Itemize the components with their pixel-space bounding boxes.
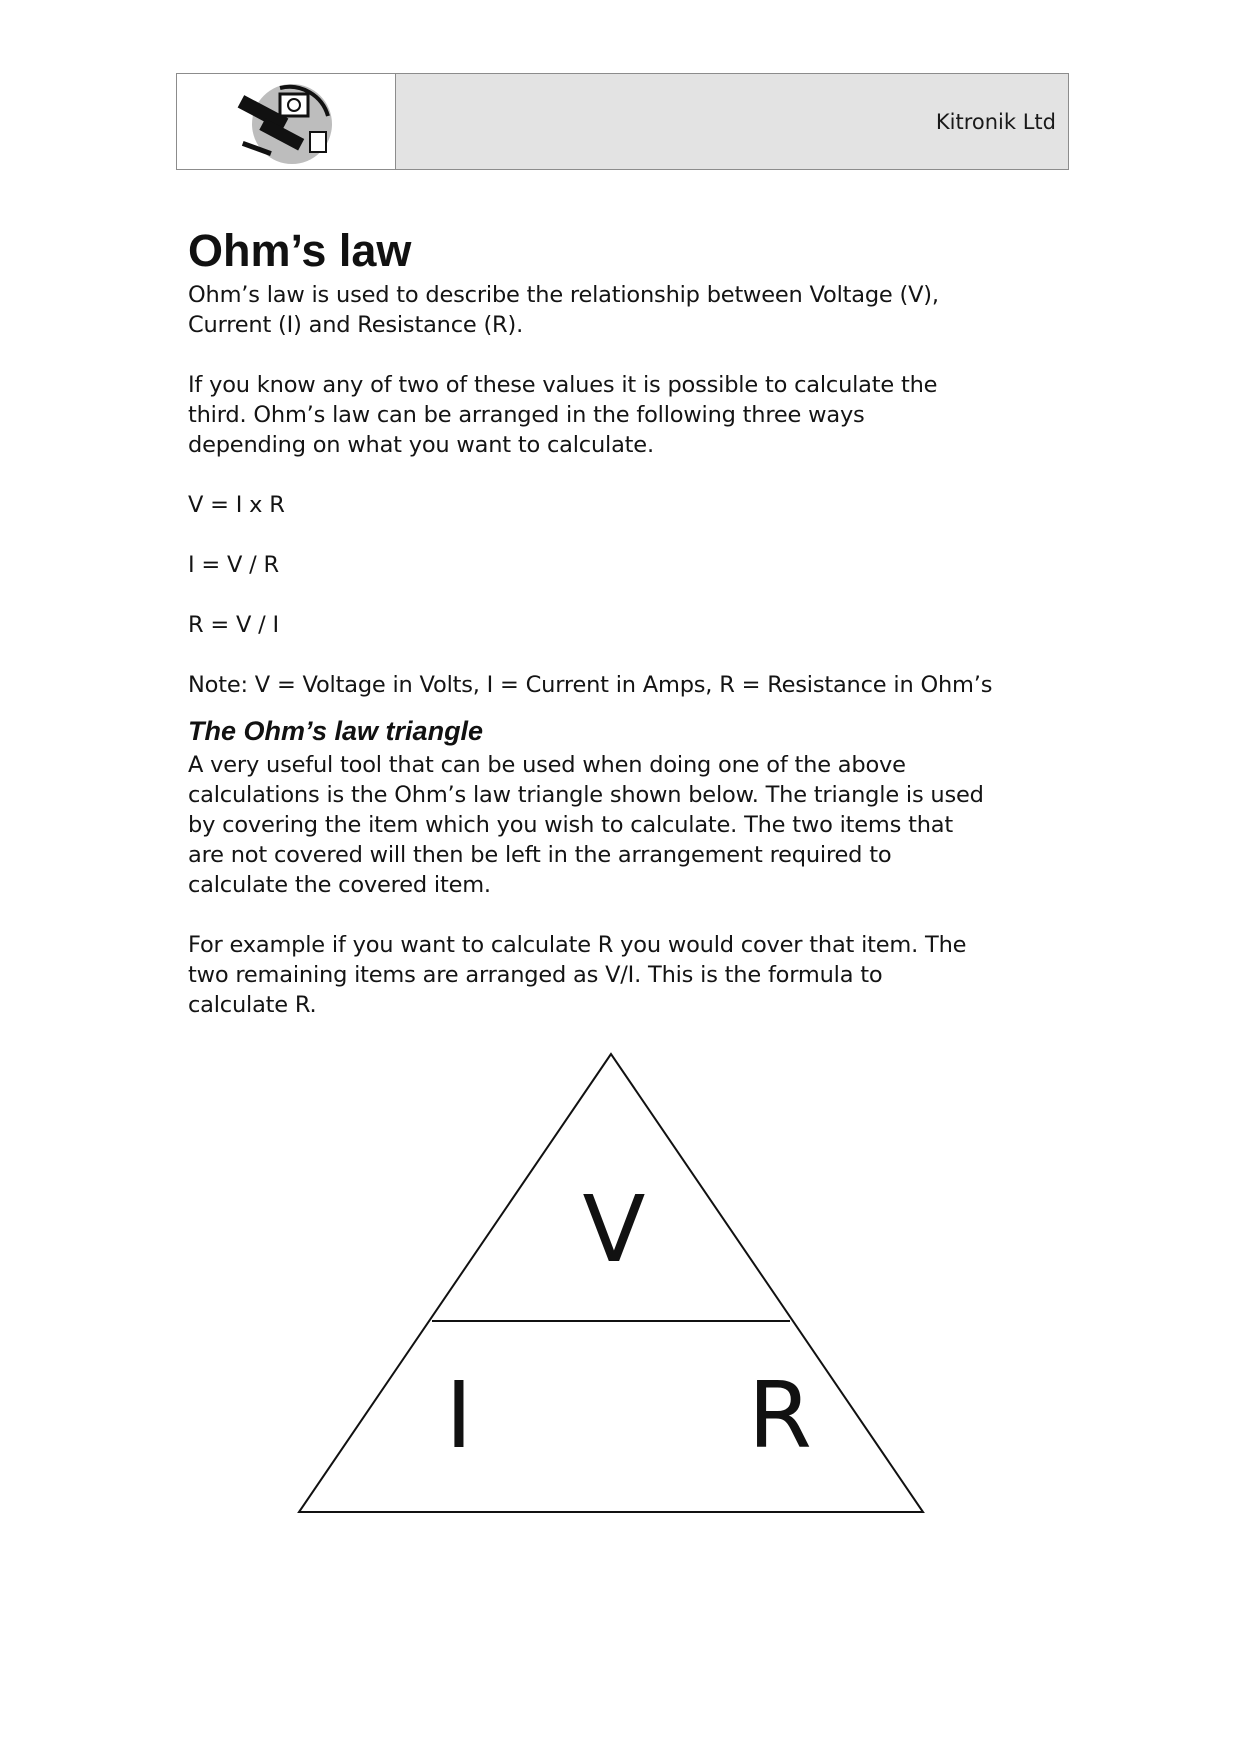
triangle-example: [188, 930, 1068, 1020]
header-title-cell: [396, 74, 1068, 169]
logo-cell: [177, 74, 396, 169]
paragraph-line: For example if you want to calculate R you would cover that item. The: [188, 932, 967, 958]
paragraph-line: third. Ohm’s law can be arranged in the following three ways: [188, 402, 865, 428]
kitronik-logo-icon: [230, 76, 342, 168]
section-heading: The Ohm’s law triangle: [188, 716, 484, 746]
units-note: Note: V = Voltage in Volts, I = Current in Amps, R = Resistance in Ohm’s: [188, 672, 993, 698]
formula-i: I = V / R: [188, 552, 279, 578]
formula-v: V = I x R: [188, 492, 285, 518]
triangle-explanation: [188, 750, 1068, 900]
paragraph-line: two remaining items are arranged as V/I. This is the formula to: [188, 962, 883, 988]
intro-paragraph: [188, 280, 1068, 340]
company-name: Kitronik Ltd: [935, 110, 1056, 134]
page-title: Ohm’s law: [188, 225, 412, 276]
paragraph-line: calculate R.: [188, 992, 317, 1018]
paragraph-line: calculate the covered item.: [188, 872, 491, 898]
ohms-law-triangle: [296, 1051, 926, 1520]
label-resistance: R: [748, 1362, 812, 1469]
triangle-outline: [299, 1054, 923, 1512]
intro-line: Ohm’s law is used to describe the relationship between Voltage (V),: [188, 282, 939, 308]
paragraph-line: calculations is the Ohm’s law triangle shown below. The triangle is used: [188, 782, 984, 808]
page-header: [176, 73, 1069, 170]
intro-line: Current (I) and Resistance (R).: [188, 312, 524, 338]
paragraph-line: depending on what you want to calculate.: [188, 432, 654, 458]
paragraph-line: A very useful tool that can be used when doing one of the above: [188, 752, 906, 778]
paragraph-line: are not covered will then be left in the arrangement required to: [188, 842, 892, 868]
paragraph-line: If you know any of two of these values it is possible to calculate the: [188, 372, 938, 398]
paragraph-line: by covering the item which you wish to calculate. The two items that: [188, 812, 954, 838]
triangle-diagram: [296, 1051, 926, 1516]
formula-r: R = V / I: [188, 612, 279, 638]
label-voltage: V: [582, 1176, 646, 1283]
arrangement-paragraph: [188, 370, 1068, 460]
document-body: [188, 222, 1068, 1020]
label-current: I: [445, 1362, 473, 1469]
